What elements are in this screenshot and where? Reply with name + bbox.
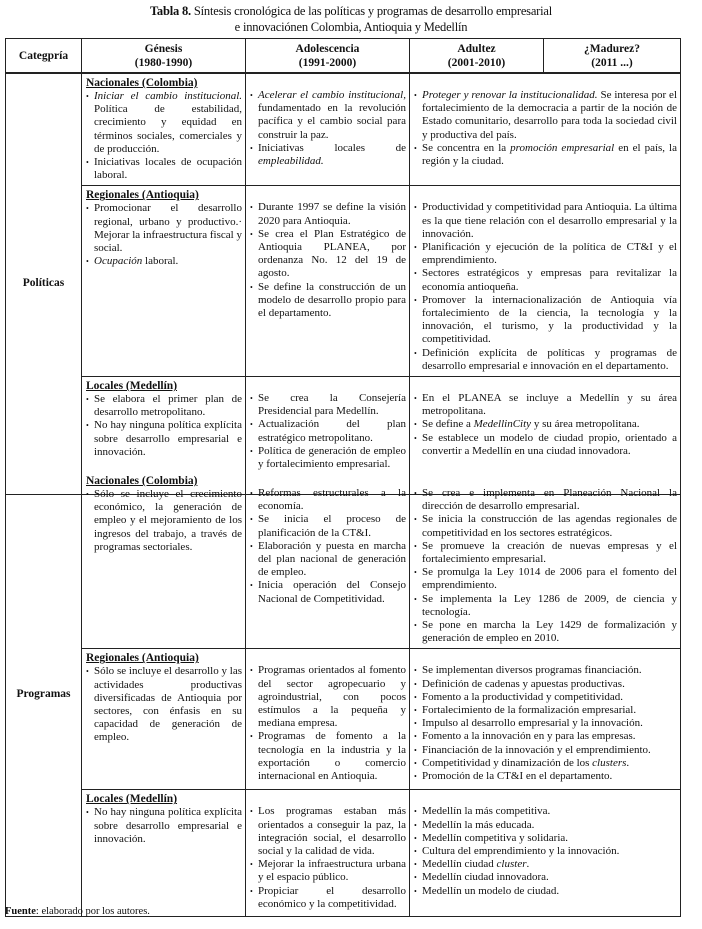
politicas-regionales-genesis [82,186,246,377]
item-text: Sólo se incluye el crecimiento económico, la generación de empleo y el mejoramiento de los ingresos del trabajo, a través de programas sectoriales. [94,488,242,553]
programas-category-cell [6,472,82,917]
politicas-regionales-adolescencia [246,186,410,377]
politicas-label: Políticas [22,277,65,290]
programas-locales-title: Locales (Medellín) [86,793,178,806]
footnote [5,906,150,917]
programas-nacionales-row [6,472,681,649]
emphasis-text: cluster [496,858,527,871]
item-text: Medellín la más educada. [422,818,535,831]
bullet-list [86,488,242,554]
emphasis-text: Acelerar el cambio institucional, [258,89,406,101]
bullet-list [86,665,242,744]
bullet-list [86,90,242,182]
list-item [414,392,677,418]
item-text: Promover la internacionalización de Antioquia vía fortalecimiento de la ciencia, la tecnología y la innovación, el turismo, y la productividad y la competitividad. [422,293,677,346]
item-text: Propiciar el desarrollo económico y la competitividad. [258,884,406,910]
item-text: Fomento a la innovación en y para las empresas. [422,730,636,743]
item-text: Se crea la Consejería Presidencial para Medellín. [258,392,406,418]
politicas-nacionales-genesis [82,74,246,186]
item-text: en el país, la región y la ciudad. [422,141,677,168]
list-item [414,717,677,730]
programas-nacionales-title: Nacionales (Colombia) [86,475,198,487]
item-text: Inicia operación del Consejo Nacional de Competitividad. [258,579,406,605]
item-text: Productividad y competitividad para Antioquia. La última es la que tiene relación con el desarrollo empresarial y la innovación. [422,201,677,240]
list-item [250,89,406,142]
item-text: Competitividad y dinamización de los [422,756,593,769]
programas-nacionales-adolescencia [246,472,410,649]
item-text: Los programas estaban más orientados a conseguir la paz, la integración social, el desarrollo social y la calidad de vida. [258,805,406,858]
header-adultez-years: (2001-2010) [447,57,506,69]
header-adultez-title: Adultez [457,43,496,55]
item-text: En el PLANEA se incluye a Medellín y su área metropolitana. [422,392,677,418]
bullet-list [250,89,406,168]
list-item [414,704,677,717]
programas-locales-row [6,790,681,917]
emphasis-text: Proteger y renovar la institucionalidad. [422,89,598,101]
list-item [250,858,406,884]
list-item [414,619,677,645]
item-text: Programas orientados al fomento del sector agropecuario y agroindustrial, con pocos estímulos a la pequeña y mediana empresa. [258,664,406,730]
item-text: Medellín la más competitiva. [422,805,551,818]
item-text: Se implementan diversos programas financiación. [422,664,642,677]
list-item [250,540,406,580]
list-item [414,858,677,871]
emphasis-text: Iniciar el cambio institucional. [94,90,242,102]
header-genesis [82,39,246,73]
item-text: Medellín ciudad [422,858,497,871]
bullet-list [86,202,242,268]
list-item [414,678,677,691]
item-text: Se pone en marcha la Ley 1429 de formalización y generación de empleo en 2010. [422,619,677,645]
list-item [414,871,677,884]
bullet-list [250,805,406,911]
list-item [414,744,677,757]
item-text: Elaboración y puesta en marcha del plan nacional de generación de empleo. [258,539,406,579]
list-item [250,201,406,227]
list-item [250,445,406,471]
programas-regionales-title: Regionales (Antioquia) [86,652,199,665]
header-category [6,39,82,73]
item-text: Se promulga la Ley 1014 de 2006 para el fomento del emprendimiento. [422,566,677,592]
item-text: Durante 1997 se define la visión 2020 para Antioquia. [258,201,406,227]
emphasis-text: promoción empresarial [510,141,615,154]
politicas-nacionales-adultez [410,74,681,186]
item-text: fundamentado en la revolución pacífica y el cambio social para construir la paz. [258,102,406,141]
item-text: Se establece un modelo de ciudad propio, orientado a convertir a Medellín en una ciudad innovadora. [422,431,677,457]
list-item [86,393,242,419]
programas-locales-adultez [410,790,681,917]
item-text: Sectores estratégicos y empresas para revitalizar la economía antioqueña. [422,267,677,293]
item-text: Programas de fomento a la tecnología en la industria y la exportación o comercio internacional en Antioquia. [258,730,406,783]
item-text: Impulso al desarrollo empresarial y la innovación. [422,717,643,730]
item-text: Se inicia el proceso de planificación de la CT&I. [258,513,406,539]
item-text: Sólo se incluye el desarrollo y las actividades productivas diversificadas de Antioquia por sectores, con énfasis en su capacidad de generación de empleo. [94,665,242,744]
list-item [414,757,677,770]
list-item [250,392,406,418]
list-item [250,228,406,281]
politicas-locales-title: Locales (Medellín) [86,380,178,393]
item-text: Cultura del emprendimiento y la innovación. [422,845,620,858]
list-item [86,665,242,744]
list-item [414,540,677,566]
politicas-nacionales-title: Nacionales (Colombia) [86,77,198,89]
item-text: Fortalecimiento de la formalización empresarial. [422,704,637,717]
bullet-list [414,487,677,645]
header-adolescencia [246,39,410,73]
item-text: Política de estabilidad, crecimiento y equidad en términos sociales, comerciales y de producción. [94,103,242,155]
list-item [86,255,242,268]
list-item [414,241,677,267]
header-category-label: Categpría [18,50,69,62]
item-text: Medellín ciudad innovadora. [422,871,549,884]
programas-locales-adolescencia [246,790,410,917]
list-item [414,885,677,898]
item-text: No hay ninguna política explícita sobre desarrollo empresarial e innovación. [94,419,242,458]
item-text: Medellín un modelo de ciudad. [422,884,560,897]
item-text: Promocionar el desarrollo regional, urbano y productivo.· Mejorar la infraestructura fiscal y social. [94,202,242,255]
list-item [414,142,677,168]
bullet-list [250,664,406,783]
header-adolescencia-years: (1991-2000) [298,57,357,69]
emphasis-text: clusters [592,756,627,769]
programas-nacionales-genesis [82,472,246,649]
caption-line-1 [0,3,702,19]
politicas-nacionales-row [6,74,681,186]
item-text: y su área metropolitana. [531,418,640,431]
list-item [86,156,242,182]
politicas-nacionales-adolescencia [246,74,410,186]
bullet-list [250,392,406,471]
list-item [414,730,677,743]
item-text: Actualización del plan estratégico metropolitano. [258,418,406,444]
caption-line-2: e innovaciónen Colombia, Antioquia y Medellín [234,20,468,34]
programas-regionales-genesis [82,649,246,790]
item-text: Se implementa la Ley 1286 de 2009, de ciencia y tecnología. [422,592,677,618]
list-item [414,487,677,513]
list-item [414,418,677,431]
list-item [414,432,677,458]
item-text: Se inicia la construcción de las agendas regionales de competitividad en los sectores estratégicos. [422,513,677,539]
list-item [414,593,677,619]
list-item [250,281,406,321]
item-text: Se concentra en la [422,141,511,154]
emphasis-text: MedellinCity [473,418,532,431]
list-item [414,294,677,347]
header-row [6,39,681,73]
item-text: Política de generación de empleo y fortalecimiento empresarial. [258,444,406,471]
bullet-list [86,393,242,459]
header-madurez-title: ¿Madurez? [583,43,640,55]
item-text: Medellín competitiva y solidaria. [422,831,569,844]
list-item [414,819,677,832]
list-item [250,579,406,605]
bullet-list [414,392,677,458]
politicas-regionales-row [6,186,681,377]
item-text: Se define a [422,418,474,431]
list-item [414,845,677,858]
politicas-regionales-title: Regionales (Antioquia) [86,189,199,202]
list-item [414,347,677,373]
list-item [250,142,406,168]
list-item [250,805,406,858]
item-text: Se define la construcción de un modelo de desarrollo propio para el departamento. [258,280,406,320]
politicas-section [5,73,681,495]
list-item [250,664,406,730]
header-adultez [410,39,544,73]
header-madurez-years: (2011 ...) [591,57,633,69]
list-item [86,202,242,255]
bullet-list [414,89,677,168]
programas-regionales-adultez [410,649,681,790]
header-genesis-title: Génesis [144,43,183,55]
list-item [250,885,406,911]
list-item [414,201,677,241]
item-text: Se promueve la creación de nuevas empresas y el fortalecimiento empresarial. [422,539,677,566]
emphasis-text: empleabilidad. [258,155,324,168]
item-text: Planificación y ejecución de la política de CT&I y el emprendimiento. [422,241,677,267]
programas-regionales-adolescencia [246,649,410,790]
item-text: Se crea e implementa en Planeación Nacional la dirección de desarrollo empresarial. [422,487,677,513]
header-adolescencia-title: Adolescencia [295,43,360,55]
list-item [414,832,677,845]
list-item [414,267,677,293]
programas-label: Programas [16,687,71,700]
item-text: Se interesa por el fortalecimiento de la democracia a partir de la noción de Estado comunitario, desarrollo para toda la sociedad civil y productiva del país. [422,89,677,141]
list-item [250,730,406,783]
list-item [414,770,677,783]
list-item [250,418,406,444]
list-item [414,513,677,539]
item-text: Definición explícita de políticas y programas de desarrollo empresarial e innovación en el departamento. [422,346,677,372]
item-text: Reformas estructurales a la economía. [258,487,406,513]
programas-nacionales-adultez [410,472,681,649]
item-text: Iniciativas locales de [258,141,406,154]
caption-label: Tabla 8. [149,4,191,18]
politicas-regionales-adultez [410,186,681,377]
item-text: Iniciativas locales de ocupación laboral. [94,156,242,182]
footnote-label: Fuente [5,906,36,917]
item-text: Se crea el Plan Estratégico de Antioquia PLANEA, por ordenanza No. 12 del 19 de agosto. [258,227,406,280]
list-item [250,487,406,513]
caption-title: Síntesis cronológica de las políticas y programas de desarrollo empresarial [193,4,553,18]
item-text: No hay ninguna política explícita sobre desarrollo empresarial e innovación. [94,806,242,845]
item-text: Mejorar la infraestructura urbana y el espacio público. [258,858,406,884]
item-text: . [626,756,630,769]
list-item [414,664,677,677]
item-text: . [526,858,530,871]
list-item [414,805,677,818]
header-madurez [544,39,681,73]
emphasis-text: Ocupación [94,255,143,268]
bullet-list [86,806,242,846]
table-caption [0,3,702,35]
programas-regionales-row [6,649,681,790]
bullet-list [414,664,677,783]
programas-section [5,472,681,917]
list-item [86,806,242,846]
bullet-list [414,805,677,897]
item-text: Fomento a la productividad y competitividad. [422,690,624,703]
footnote-text: : elaborado por los autores. [35,906,150,917]
list-item [86,90,242,156]
item-text: Definición de cadenas y apuestas productivas. [422,677,625,690]
list-item [86,488,242,554]
item-text: Financiación de la innovación y el emprendimiento. [422,743,651,756]
list-item [414,89,677,142]
politicas-category-cell [6,74,82,495]
item-text: Promoción de la CT&I en el departamento. [422,770,613,783]
programas-locales-genesis [82,790,246,917]
item-text: Se elabora el primer plan de desarrollo metropolitano. [94,393,242,419]
item-text: laboral. [142,255,179,268]
table-header [5,38,681,73]
bullet-list [250,201,406,320]
list-item [414,566,677,592]
list-item [250,513,406,539]
header-genesis-years: (1980-1990) [134,57,193,69]
list-item [414,691,677,704]
list-item [86,419,242,459]
bullet-list [250,487,406,606]
bullet-list [414,201,677,373]
